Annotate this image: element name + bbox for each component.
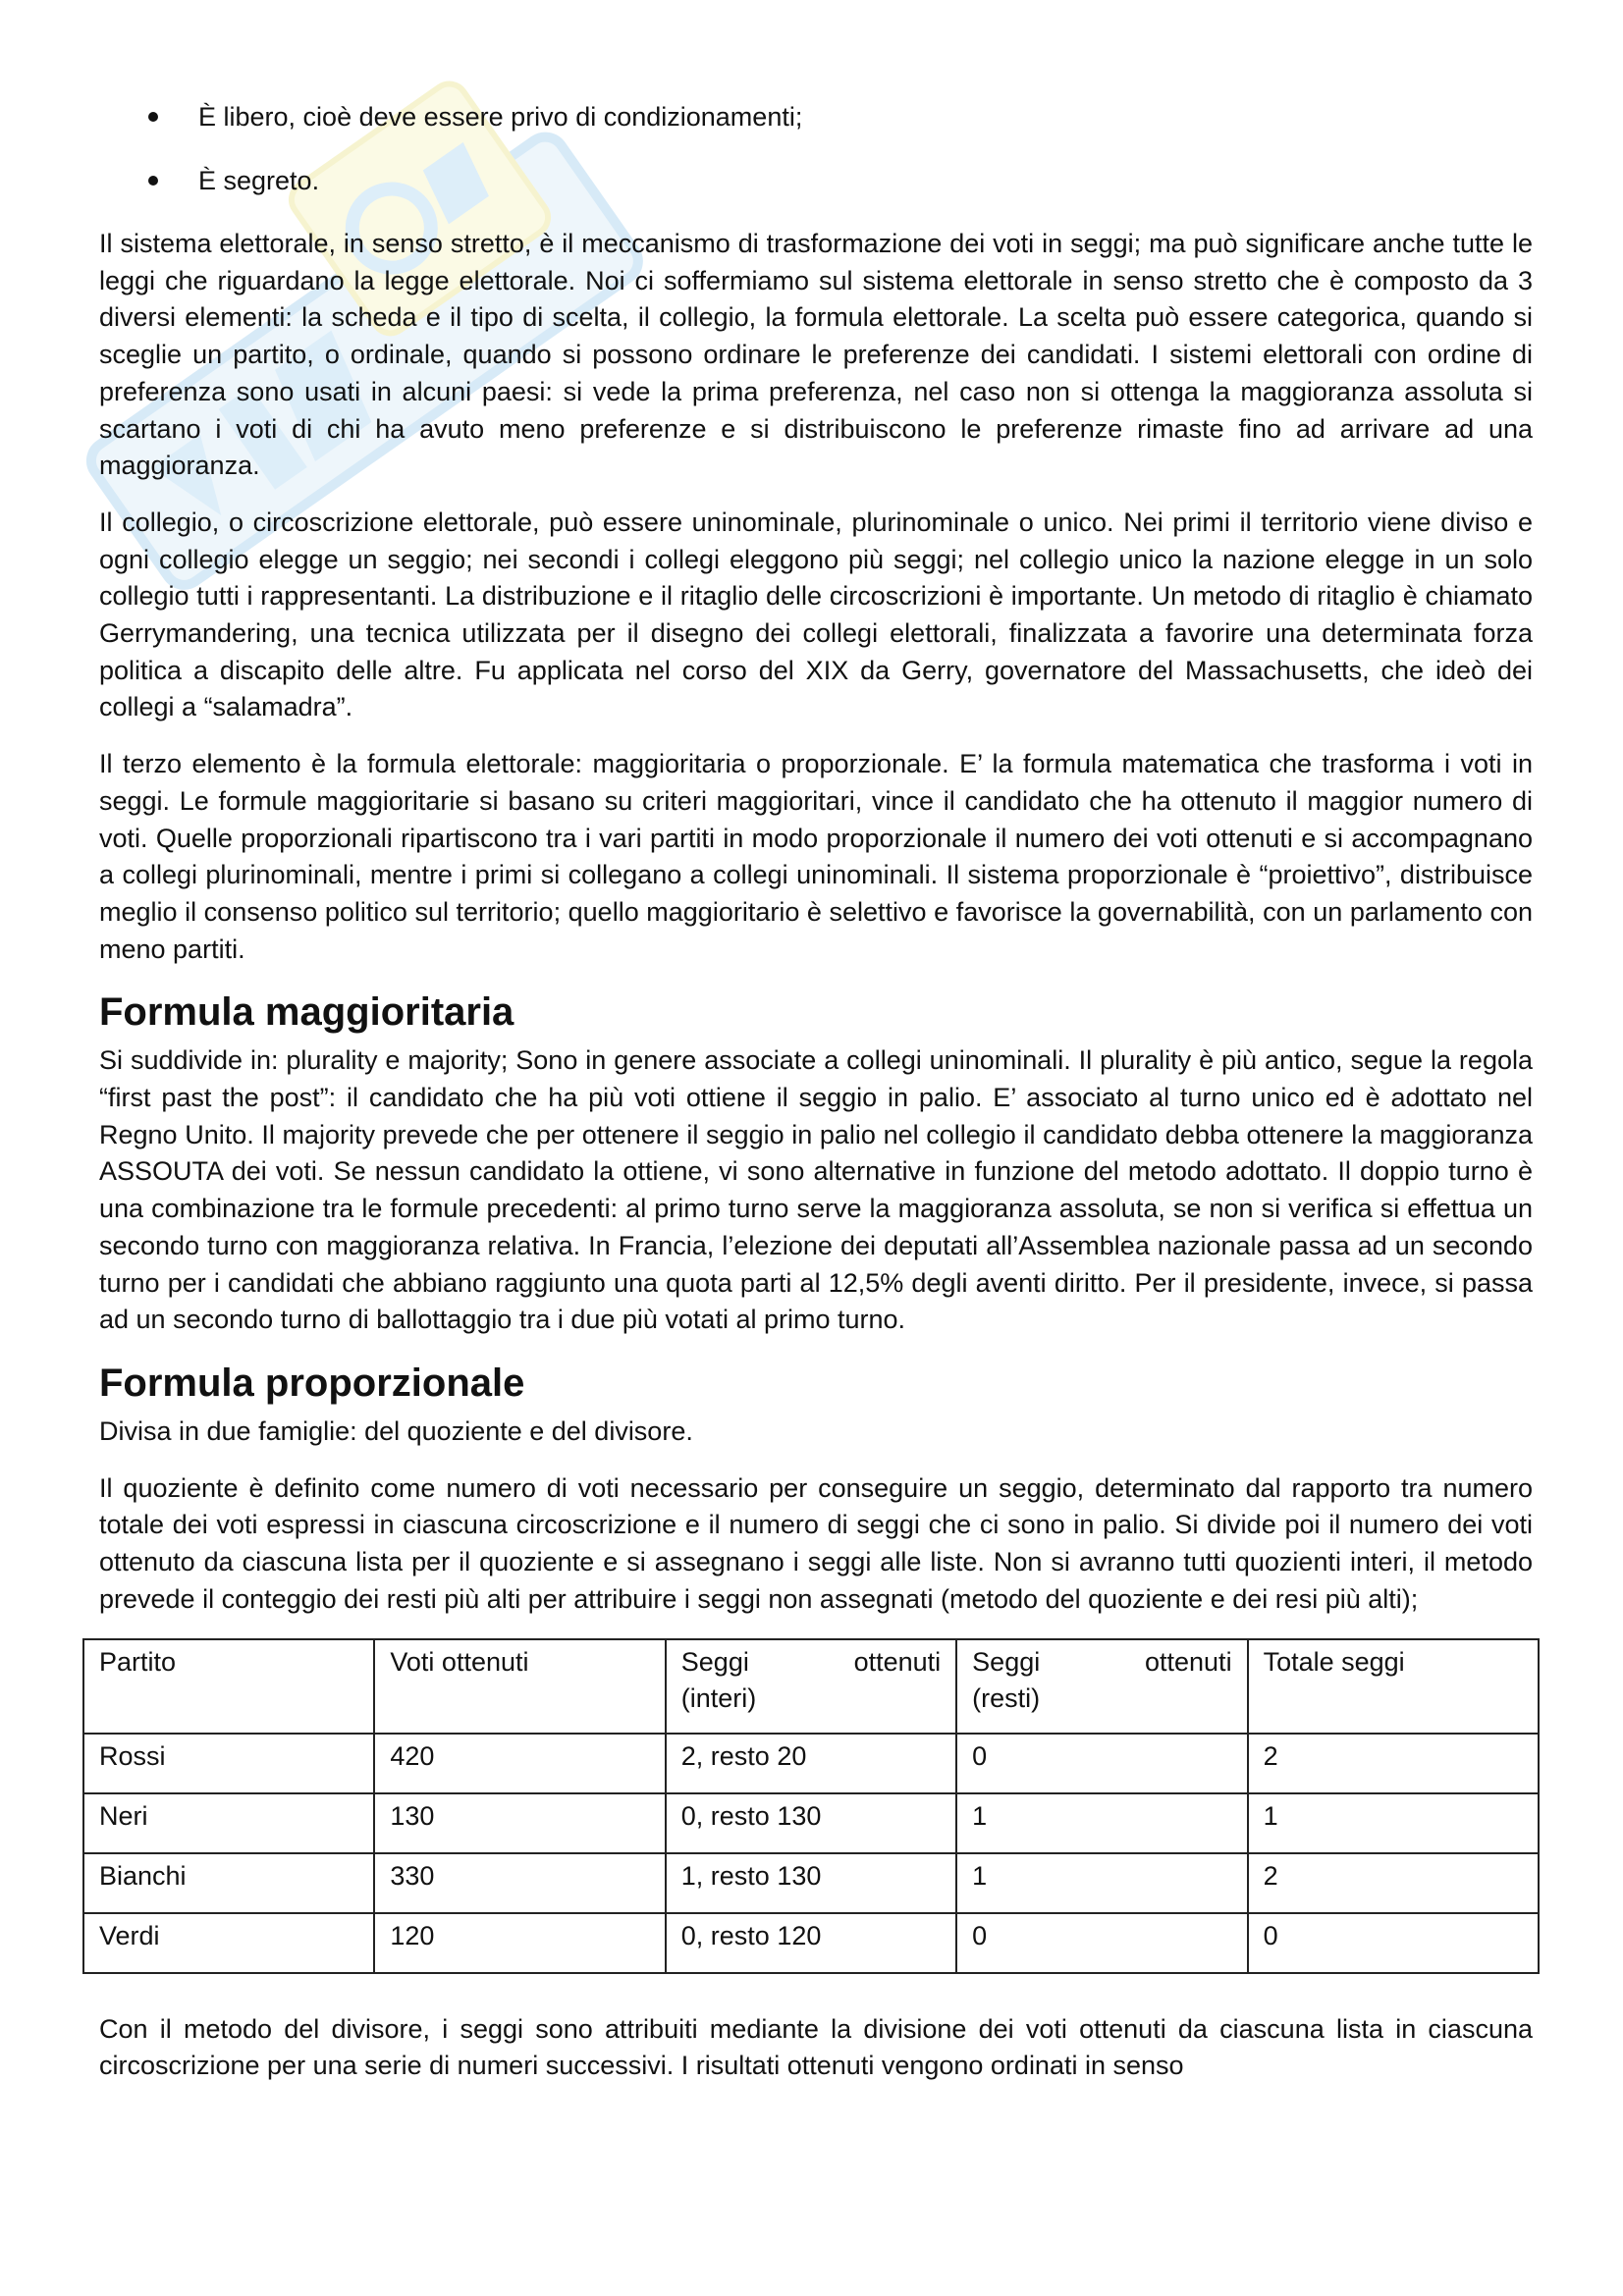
paragraph-sistema-elettorale: Il sistema elettorale, in senso stretto, è il meccanismo di trasformazione dei voti in seggi; ma può significare anche tutte le leggi che riguardano la legge elettorale. Noi ci soffermiamo sul sistema elettorale in senso stretto che è composto da 3 diversi elementi: la scheda e il tipo di scelta, il collegio, la formula elettorale. La scelta può essere categorica, quando si sceglie un partito, o ordinale, quando si possono ordinare le preferenze dei candidati. I sistemi elettorali con ordine di preferenza sono usati in alcuni paesi: si vede la prima preferenza, nel caso non si ottenga la maggioranza assoluta si scartano i voti di chi ha avuto meno preferenze e si distribuiscono le preferenze rimaste fino ad arrivare ad una maggioranza. <box>99 229 1533 481</box>
table-cell: 1 <box>1248 1793 1539 1853</box>
bullet-dot-icon <box>148 176 158 186</box>
table-cell: 120 <box>374 1913 665 1973</box>
table-cell: 1, resto 130 <box>666 1853 956 1913</box>
table-cell: 0 <box>956 1913 1247 1973</box>
bullet-item <box>99 162 1533 199</box>
table-row <box>83 1853 1539 1913</box>
table-cell: 0 <box>956 1734 1247 1793</box>
table-cell: Verdi <box>83 1913 374 1973</box>
header-line: Seggi ottenuti <box>680 1646 942 1677</box>
table-header-row <box>83 1639 1539 1734</box>
bullet-text: È libero, cioè deve essere privo di condizionamenti; <box>198 102 803 132</box>
table-row <box>83 1793 1539 1853</box>
table-cell: 420 <box>374 1734 665 1793</box>
heading-formula-proporzionale: Formula proporzionale <box>99 1361 525 1405</box>
table-cell: 2, resto 20 <box>666 1734 956 1793</box>
header-line-sub: (interi) <box>680 1682 757 1713</box>
table-header-cell <box>1248 1639 1539 1734</box>
table-cell: 2 <box>1248 1853 1539 1913</box>
header-line: Totale seggi <box>1263 1646 1405 1677</box>
paragraph-proporzionale-intro: Divisa in due famiglie: del quoziente e del divisore. <box>99 1415 693 1446</box>
table-cell: 2 <box>1248 1734 1539 1793</box>
header-line-sub: (resti) <box>972 1682 1041 1713</box>
paragraph-quoziente: Il quoziente è definito come numero di voti necessario per conseguire un seggio, determinato dal rapporto tra numero totale dei voti espressi in ciascuna circoscrizione e il numero di seggi che ci sono in palio. Si divide poi il numero dei voti ottenuto da ciascuna lista per il quoziente e si assegnano i seggi alle liste. Non si avranno tutti quozienti interi, il metodo prevede il conteggio dei resti più alti per attribuire i seggi non assegnati (metodo del quoziente e dei resi più alti); <box>99 1472 1533 1614</box>
heading-formula-maggioritaria: Formula maggioritaria <box>99 990 514 1035</box>
header-line: Partito <box>99 1646 177 1677</box>
paragraph-maggioritaria: Si suddivide in: plurality e majority; Sono in genere associate a collegi uninominali. Il plurality è più antico, segue la regola “first past the post”: il candidato che ha più voti ottiene il seggio in palio. E’ associato al turno unico ed è adottato nel Regno Unito. Il majority prevede che per ottenere il seggio in palio nel collegio il candidato debba ottenere la maggioranza ASSOUTA dei voti. Se nessun candidato la ottiene, vi sono alternative in funzione del metodo adottato. Il doppio turno è una combinazione tra le formule precedenti: al primo turno serve la maggioranza assoluta, se non si verifica si effettua un secondo turno con maggioranza relativa. In Francia, l’elezione dei deputati all’Assemblea nazionale passa ad un secondo turno per i candidati che abbiano raggiunto una quota parti al 12,5% degli aventi diritto. Per il presidente, invece, si passa ad un secondo turno di ballottaggio tra i due più votati al primo turno. <box>99 1045 1533 1335</box>
table-header-cell <box>666 1639 956 1734</box>
table-header-cell <box>374 1639 665 1734</box>
bullet-item <box>99 98 1533 135</box>
page-content <box>99 98 1533 2105</box>
table-cell: Rossi <box>83 1734 374 1793</box>
paragraph-divisore: Con il metodo del divisore, i seggi sono attribuiti mediante la divisione dei voti ottenuti da ciascuna lista in ciascuna circoscrizione per una serie di numeri successivi. I risultati ottenuti vengono ordinati in senso <box>99 2013 1533 2081</box>
paragraph-collegio: Il collegio, o circoscrizione elettorale, può essere uninominale, plurinominale o unico. Nei primi il territorio viene diviso e ogni collegio elegge un seggio; nei secondi i collegi eleggono più seggi; nel collegio unico la nazione elegge in un solo collegio tutti i rappresentanti. La distribuzione e il ritaglio delle circoscrizioni è importante. Un metodo di ritaglio è chiamato Gerrymandering, una tecnica utilizzata per il disegno dei collegi elettorali, finalizzata a favorire una determinata forza politica a discapito delle altre. Fu applicata nel corso del XIX da Gerry, governatore del Massachusetts, che ideò dei collegi a “salamadra”. <box>99 507 1533 722</box>
table-cell: 0 <box>1248 1913 1539 1973</box>
bullet-list <box>99 98 1533 199</box>
bullet-text: È segreto. <box>198 166 320 195</box>
table-cell: Bianchi <box>83 1853 374 1913</box>
seats-table <box>82 1638 1540 1974</box>
paragraph-terzo-elemento: Il terzo elemento è la formula elettorale: maggioritaria o proporzionale. E’ la formula matematica che trasforma i voti in seggi. Le formule maggioritarie si basano su criteri maggioritari, vince il candidato che ha ottenuto il maggior numero di voti. Quelle proporzionali ripartiscono tra i vari partiti in modo proporzionale il numero dei voti ottenuti e si accompagnano a collegi plurinominali, mentre i primi si collegano a collegi uninominali. Il sistema proporzionale è “proiettivo”, distribuisce meglio il consenso politico sul territorio; quello maggioritario è selettivo e favorisce la governabilità, con un parlamento con meno partiti. <box>99 749 1533 964</box>
table-header-cell <box>956 1639 1247 1734</box>
table-cell: Neri <box>83 1793 374 1853</box>
table-cell: 330 <box>374 1853 665 1913</box>
header-line: Seggi ottenuti <box>972 1646 1232 1677</box>
table-row <box>83 1913 1539 1973</box>
table-row <box>83 1734 1539 1793</box>
table-cell: 1 <box>956 1853 1247 1913</box>
table-cell: 0, resto 120 <box>666 1913 956 1973</box>
table-cell: 1 <box>956 1793 1247 1853</box>
table-header-cell <box>83 1639 374 1734</box>
table-cell: 130 <box>374 1793 665 1853</box>
header-line: Voti ottenuti <box>390 1646 529 1677</box>
bullet-dot-icon <box>148 112 158 122</box>
table-cell: 0, resto 130 <box>666 1793 956 1853</box>
